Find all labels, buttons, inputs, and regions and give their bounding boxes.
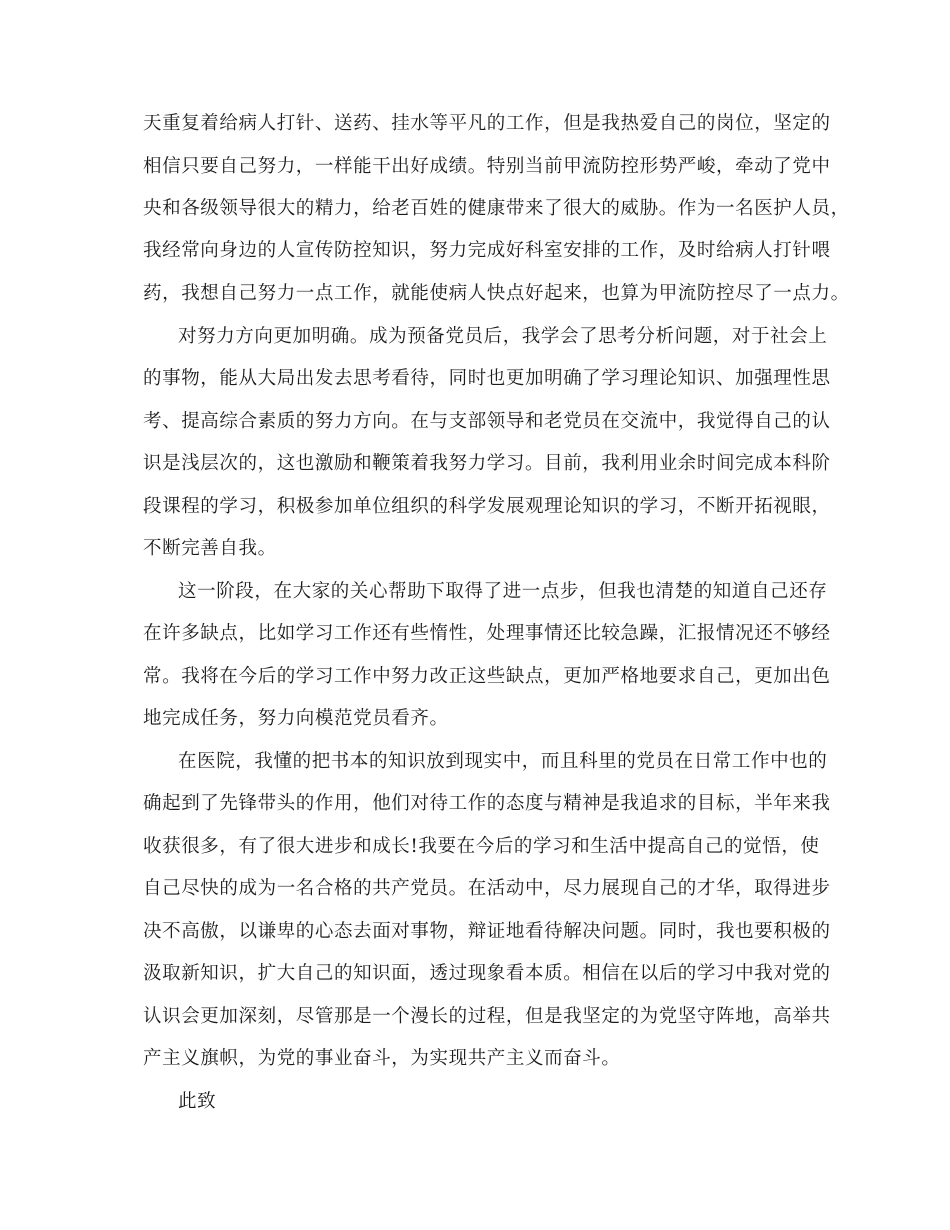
text-line: 我经常向身边的人宣传防控知识，努力完成好科室安排的工作，及时给病人打针喂 (143, 240, 831, 261)
text-line: 药，我想自己努力一点工作，就能使病人快点好起来，也算为甲流防控尽了一点力。 (143, 283, 850, 304)
text-line: 考、提高综合素质的努力方向。在与支部领导和老党员在交流中，我觉得自己的认 (143, 411, 831, 432)
paragraph-start-line: 这一阶段，在大家的关心帮助下取得了进一点步，但我也清楚的知道自己还存 (178, 581, 828, 602)
text-line: 天重复着给病人打针、送药、挂水等平凡的工作，但是我热爱自己的岗位，坚定的 (143, 113, 831, 134)
text-line: 央和各级领导很大的精力，给老百姓的健康带来了很大的威胁。作为一名医护人员， (143, 198, 850, 219)
text-line: 汲取新知识，扩大自己的知识面，透过现象看本质。相信在以后的学习中我对党的 (143, 963, 831, 984)
text-line: 地完成任务，努力向模范党员看齐。 (143, 708, 449, 729)
text-line: 自己尽快的成为一名合格的共产党员。在活动中，尽力展现自己的才华，取得进步 (143, 878, 831, 899)
text-line: 不断完善自我。 (143, 538, 277, 559)
text-line: 收获很多，有了很大进步和成长!我要在今后的学习和生活中提高自己的觉悟，使 (143, 836, 820, 857)
text-line: 产主义旗帜，为党的事业奋斗，为实现共产主义而奋斗。 (143, 1048, 621, 1069)
paragraph-start-line: 在医院，我懂的把书本的知识放到现实中，而且科里的党员在日常工作中也的 (178, 751, 828, 772)
salutation-line: 此致 (178, 1091, 217, 1112)
text-line: 段课程的学习，积极参加单位组织的科学发展观理论知识的学习，不断开拓视眼， (143, 496, 831, 517)
paragraph-start-line: 对努力方向更加明确。成为预备党员后，我学会了思考分析问题，对于社会上 (178, 326, 828, 347)
text-line: 相信只要自己努力，一样能干出好成绩。特别当前甲流防控形势严峻，牵动了党中 (143, 156, 831, 177)
text-line: 的事物，能从大局出发去思考看待，同时也更加明确了学习理论知识、加强理性思 (143, 368, 831, 389)
text-line: 决不高傲，以谦卑的心态去面对事物，辩证地看待解决问题。同时，我也要积极的 (143, 921, 831, 942)
text-line: 常。我将在今后的学习工作中努力改正这些缺点，更加严格地要求自己，更加出色 (143, 666, 831, 687)
text-line: 认识会更加深刻，尽管那是一个漫长的过程，但是我坚定的为党坚守阵地，高举共 (143, 1006, 831, 1027)
text-line: 在许多缺点，比如学习工作还有些惰性，处理事情还比较急躁，汇报情况还不够经 (143, 623, 831, 644)
text-line: 确起到了先锋带头的作用，他们对待工作的态度与精神是我追求的目标，半年来我 (143, 793, 831, 814)
text-line: 识是浅层次的，这也激励和鞭策着我努力学习。目前，我利用业余时间完成本科阶 (143, 453, 831, 474)
